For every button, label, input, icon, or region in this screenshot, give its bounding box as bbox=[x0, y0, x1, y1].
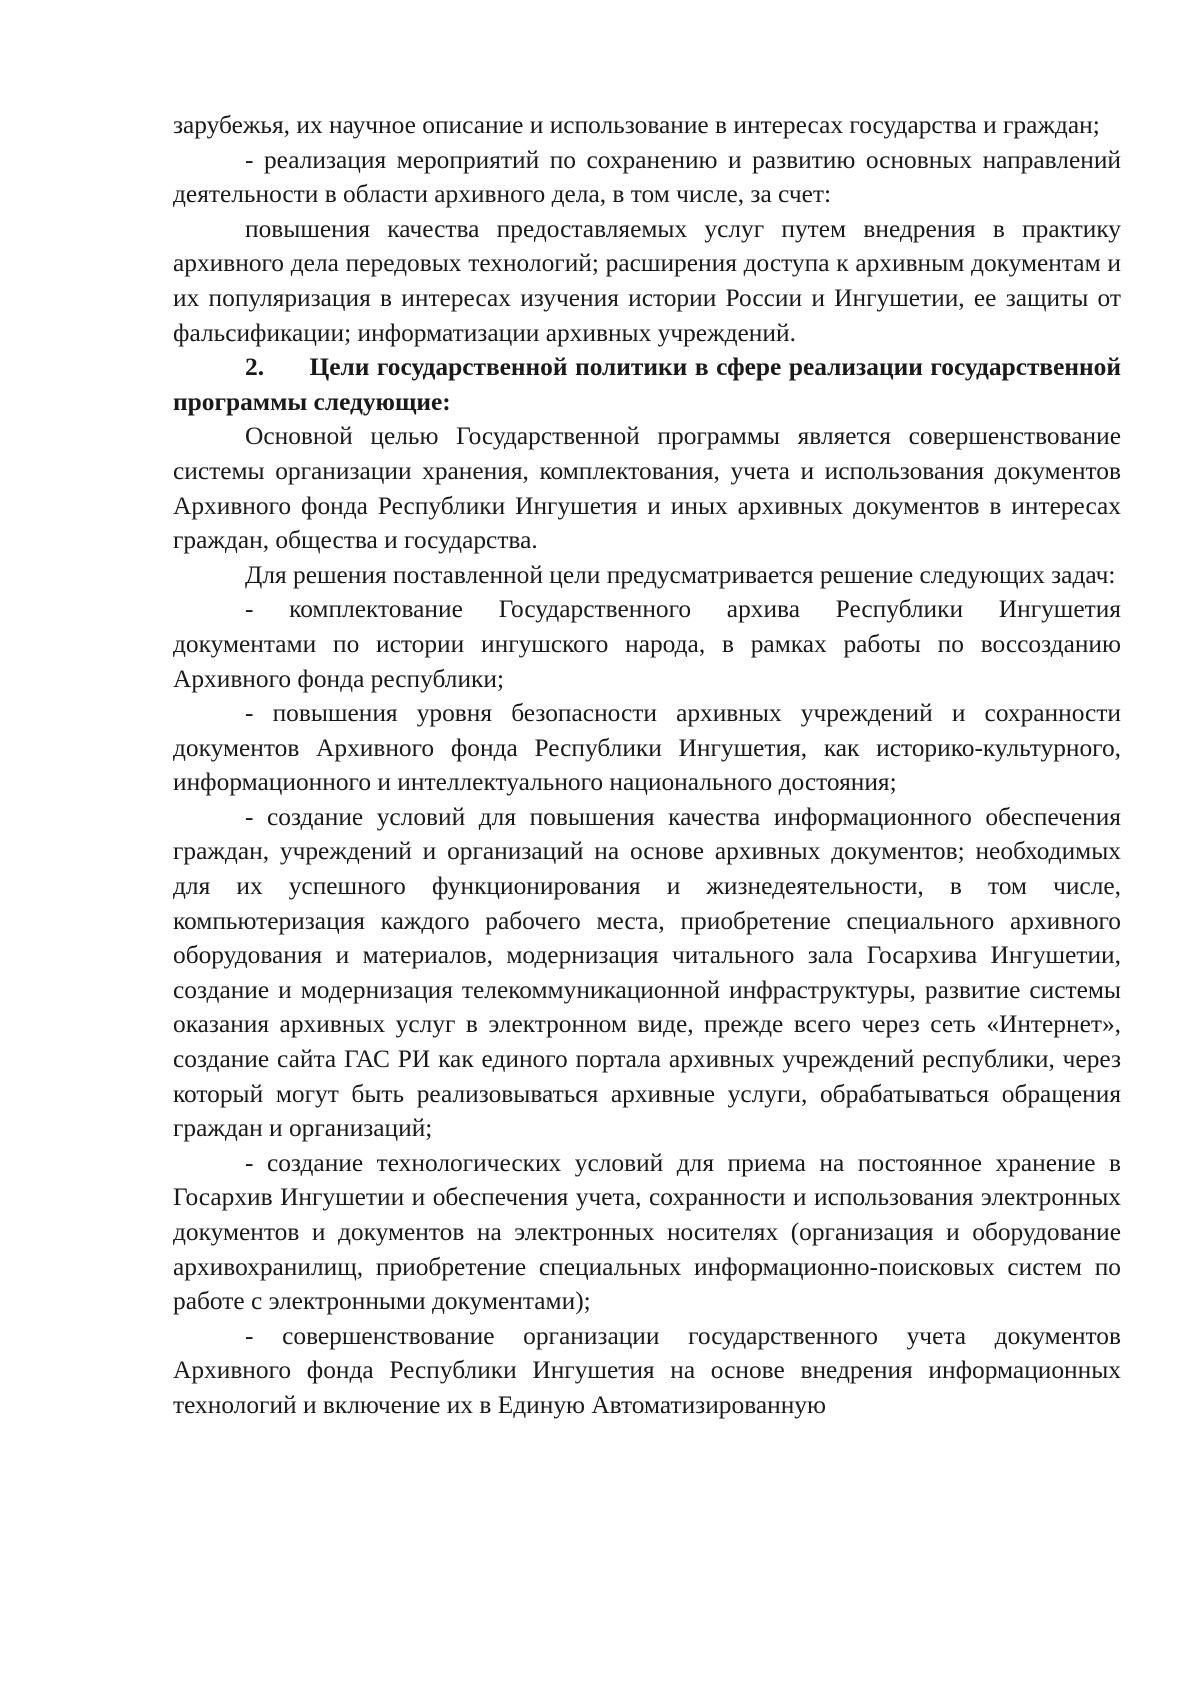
paragraph-list-item: - повышения уровня безопасности архивных учреждений и сохранности документов Архивного фонда Республики Ингушетия, как историко-культурного, информационного и интеллектуального национального достояния; bbox=[173, 699, 1121, 797]
paragraph-list-item: - совершенствование организации государственного учета документов Архивного фонда Республики Ингушетия на основе внедрения информационных технологий и включение их в Единую Автоматизированную bbox=[173, 1321, 1121, 1419]
section-heading bbox=[173, 350, 1121, 419]
paragraph-body: повышения качества предоставляемых услуг путем внедрения в практику архивного дела передовых технологий; расширения доступа к архивным документам и их популяризация в интересах изучения истории России и Ингушетии, ее защиты от фальсификации; информатизации архивных учреждений. bbox=[173, 214, 1121, 347]
paragraph-list-item: - комплектование Государственного архива Республики Ингушетия документами по истории ингушского народа, в рамках работы по воссозданию Архивного фонда республики; bbox=[173, 595, 1121, 693]
document-page bbox=[173, 108, 1121, 1423]
paragraph-body: Основной целью Государственной программы является совершенствование системы организации хранения, комплектования, учета и использования документов Архивного фонда Республики Ингушетия и иных архивных документов в интересах граждан, общества и государства. bbox=[173, 422, 1121, 555]
section-number: 2. bbox=[245, 353, 265, 382]
paragraph-body: Для решения поставленной цели предусматривается решение следующих задач: bbox=[245, 560, 1116, 589]
paragraph-continuation: зарубежья, их научное описание и использование в интересах государства и граждан; bbox=[173, 111, 1100, 139]
paragraph-list-item: - создание условий для повышения качества информационного обеспечения граждан, учреждений и организаций на основе архивных документов; необходимых для их успешного функционирования и жизнедеятельности, в том числе, компьютеризация каждого рабочего места, приобретение специального архивного оборудования и материалов, модернизация читального зала Госархива Ингушетии, создание и модернизация телекоммуникационной инфраструктуры, развитие системы оказания архивных услуг в электронном виде, прежде всего через сеть «Интернет», создание сайта ГАС РИ как единого портала архивных учреждений республики, через который могут быть реализовываться архивные услуги, обрабатываться обращения граждан и организаций; bbox=[173, 802, 1121, 1143]
section-heading-text: Цели государственной политики в сфере реализации государственной программы следующие: bbox=[173, 353, 1121, 416]
paragraph-list-item: - реализация мероприятий по сохранению и развитию основных направлений деятельности в области архивного дела, в том числе, за счет: bbox=[173, 145, 1121, 209]
paragraph-list-item: - создание технологических условий для приема на постоянное хранение в Госархив Ингушетии и обеспечения учета, сохранности и использования электронных документов и документов на электронных носителях (организация и оборудование архивохранилищ, приобретение специальных информационно-поисковых систем по работе с электронными документами); bbox=[173, 1148, 1121, 1316]
